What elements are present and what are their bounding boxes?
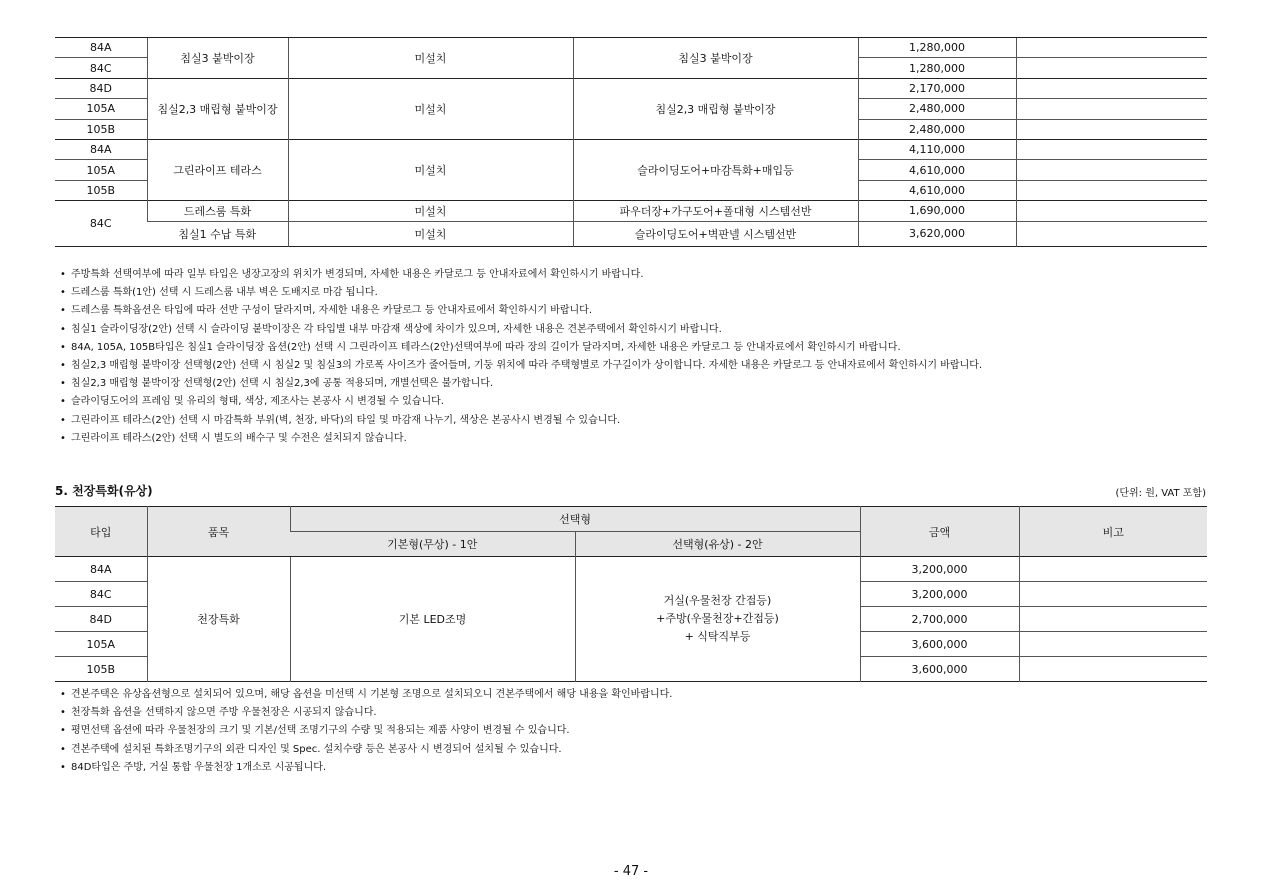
item-cell: 드레스룸 특화 xyxy=(147,201,288,221)
type-cell: 84A xyxy=(55,38,147,58)
option-price-table xyxy=(55,37,1207,247)
option-cell xyxy=(575,557,860,682)
price-cell: 1,280,000 xyxy=(858,58,1016,78)
notes-list xyxy=(60,266,1206,448)
list-item: • 84D타입은 주방, 거실 통합 우물천장 1개소로 시공됩니다. xyxy=(60,759,1206,777)
type-cell: 105A xyxy=(55,632,147,657)
header-option: 선택형(유상) - 2안 xyxy=(575,532,860,557)
header-basic: 기본형(무상) - 1안 xyxy=(290,532,575,557)
type-cell: 105B xyxy=(55,180,147,200)
notes-list xyxy=(60,686,1206,777)
list-item: • 견본주택은 유상옵션형으로 설치되어 있으며, 해당 옵션을 미선택 시 기본형 조명으로 설치되오니 견본주택에서 해당 내용을 확인바랍니다. xyxy=(60,686,1206,704)
type-cell: 84A xyxy=(55,557,147,582)
ceiling-option-table xyxy=(55,506,1207,682)
type-cell: 105B xyxy=(55,119,147,139)
basic-cell: 미설치 xyxy=(288,201,573,221)
page-number: - 47 - xyxy=(613,864,649,879)
note-cell xyxy=(1019,657,1207,682)
price-cell: 3,600,000 xyxy=(860,657,1019,682)
price-cell: 4,610,000 xyxy=(858,160,1016,180)
basic-cell: 미설치 xyxy=(288,221,573,246)
option-cell: 침실3 붙박이장 xyxy=(573,38,858,79)
note-cell xyxy=(1019,557,1207,582)
list-item: • 천장특화 옵션을 선택하지 않으면 주방 우물천장은 시공되지 않습니다. xyxy=(60,704,1206,722)
note-cell xyxy=(1016,119,1207,139)
price-cell: 4,110,000 xyxy=(858,139,1016,159)
note-cell xyxy=(1016,58,1207,78)
option-cell: 슬라이딩도어+마감특화+매입등 xyxy=(573,139,858,200)
list-item: • 84A, 105A, 105B타입은 침실1 슬라이딩장 옵션(2안) 선택 시 그린라이프 테라스(2안)선택여부에 따라 장의 길이가 달라지며, 자세한 내용은 카달로그 등 안내자료에서 확인하시기 바랍니다. xyxy=(60,339,1206,357)
item-cell: 침실2,3 매립형 붙박이장 xyxy=(147,78,288,139)
type-cell: 84D xyxy=(55,607,147,632)
list-item: • 침실2,3 매립형 붙박이장 선택형(2안) 선택 시 침실2,3에 공통 적용되며, 개별선택은 불가합니다. xyxy=(60,375,1206,393)
price-cell: 2,480,000 xyxy=(858,99,1016,119)
list-item: • 슬라이딩도어의 프레임 및 유리의 형태, 색상, 제조사는 본공사 시 변경될 수 있습니다. xyxy=(60,393,1206,411)
type-cell: 105A xyxy=(55,160,147,180)
item-cell: 침실1 수납 특화 xyxy=(147,221,288,246)
list-item: • 침실2,3 매립형 붙박이장 선택형(2안) 선택 시 침실2 및 침실3의 가로폭 사이즈가 줄어들며, 기둥 위치에 따라 주택형별로 가구길이가 상이합니다. 자세한 내용은 카달로그 등 안내자료에서 확인하시기 바랍니다. xyxy=(60,357,1206,375)
price-cell: 2,170,000 xyxy=(858,78,1016,98)
header-type: 타입 xyxy=(55,507,147,557)
type-cell: 84C xyxy=(55,201,147,246)
type-cell: 105A xyxy=(55,99,147,119)
section-title: 5. 천장특화(유상) xyxy=(55,484,153,498)
list-item: • 그린라이프 테라스(2안) 선택 시 별도의 배수구 및 수전은 설치되지 않습니다. xyxy=(60,430,1206,448)
price-cell: 2,480,000 xyxy=(858,119,1016,139)
option-cell: 침실2,3 매립형 붙박이장 xyxy=(573,78,858,139)
price-cell: 3,200,000 xyxy=(860,582,1019,607)
price-cell: 3,620,000 xyxy=(858,221,1016,246)
list-item: • 드레스룸 특화(1안) 선택 시 드레스룸 내부 벽은 도배지로 마감 됩니다. xyxy=(60,284,1206,302)
price-cell: 3,600,000 xyxy=(860,632,1019,657)
table-row xyxy=(55,78,1207,98)
note-cell xyxy=(1019,632,1207,657)
list-item: • 침실1 슬라이딩장(2안) 선택 시 슬라이딩 붙박이장은 각 타입별 내부 마감재 색상에 차이가 있으며, 자세한 내용은 견본주택에서 확인하시기 바랍니다. xyxy=(60,321,1206,339)
price-cell: 1,280,000 xyxy=(858,38,1016,58)
note-cell xyxy=(1016,160,1207,180)
note-cell xyxy=(1016,38,1207,58)
type-cell: 84C xyxy=(55,58,147,78)
item-cell: 그린라이프 테라스 xyxy=(147,139,288,200)
list-item: • 평면선택 옵션에 따라 우물천장의 크기 및 기본/선택 조명기구의 수량 및 적용되는 제품 사양이 변경될 수 있습니다. xyxy=(60,722,1206,740)
list-item: • 드레스룸 특화옵션은 타입에 따라 선반 구성이 달라지며, 자세한 내용은 카달로그 등 안내자료에서 확인하시기 바랍니다. xyxy=(60,302,1206,320)
note-cell xyxy=(1016,139,1207,159)
option-line: + 식탁직부등 xyxy=(684,630,751,643)
price-cell: 4,610,000 xyxy=(858,180,1016,200)
table-header-row xyxy=(55,507,1207,532)
basic-cell: 기본 LED조명 xyxy=(290,557,575,682)
table-row xyxy=(55,38,1207,58)
table-row xyxy=(55,221,1207,246)
item-cell: 천장특화 xyxy=(147,557,290,682)
header-note: 비고 xyxy=(1019,507,1207,557)
note-cell xyxy=(1016,99,1207,119)
note-cell xyxy=(1019,582,1207,607)
header-selection: 선택형 xyxy=(290,507,860,532)
option-line: 거실(우물천장 간접등) xyxy=(663,594,772,607)
note-cell xyxy=(1016,78,1207,98)
table-row xyxy=(55,139,1207,159)
price-cell: 1,690,000 xyxy=(858,201,1016,221)
table-row xyxy=(55,557,1207,582)
type-cell: 84C xyxy=(55,582,147,607)
basic-cell: 미설치 xyxy=(288,78,573,139)
table-row xyxy=(55,201,1207,221)
note-cell xyxy=(1016,221,1207,246)
price-cell: 3,200,000 xyxy=(860,557,1019,582)
list-item: • 주방특화 선택여부에 따라 일부 타입은 냉장고장의 위치가 변경되며, 자세한 내용은 카달로그 등 안내자료에서 확인하시기 바랍니다. xyxy=(60,266,1206,284)
type-cell: 105B xyxy=(55,657,147,682)
note-cell xyxy=(1016,180,1207,200)
basic-cell: 미설치 xyxy=(288,38,573,79)
unit-label: (단위: 원, VAT 포함) xyxy=(1115,488,1206,499)
option-cell: 슬라이딩도어+벽판넬 시스템선반 xyxy=(573,221,858,246)
price-cell: 2,700,000 xyxy=(860,607,1019,632)
note-cell xyxy=(1016,201,1207,221)
type-cell: 84D xyxy=(55,78,147,98)
basic-cell: 미설치 xyxy=(288,139,573,200)
list-item: • 견본주택에 설치된 특화조명기구의 외관 디자인 및 Spec. 설치수량 등은 본공사 시 변경되어 설치될 수 있습니다. xyxy=(60,741,1206,759)
note-cell xyxy=(1019,607,1207,632)
type-cell: 84A xyxy=(55,139,147,159)
header-price: 금액 xyxy=(860,507,1019,557)
option-line: +주방(우물천장+간접등) xyxy=(656,612,779,625)
list-item: • 그린라이프 테라스(2안) 선택 시 마감특화 부위(벽, 천장, 바닥)의 타일 및 마감재 나누기, 색상은 본공사시 변경될 수 있습니다. xyxy=(60,412,1206,430)
header-item: 품목 xyxy=(147,507,290,557)
item-cell: 침실3 붙박이장 xyxy=(147,38,288,79)
option-cell: 파우더장+가구도어+폴대형 시스템선반 xyxy=(573,201,858,221)
